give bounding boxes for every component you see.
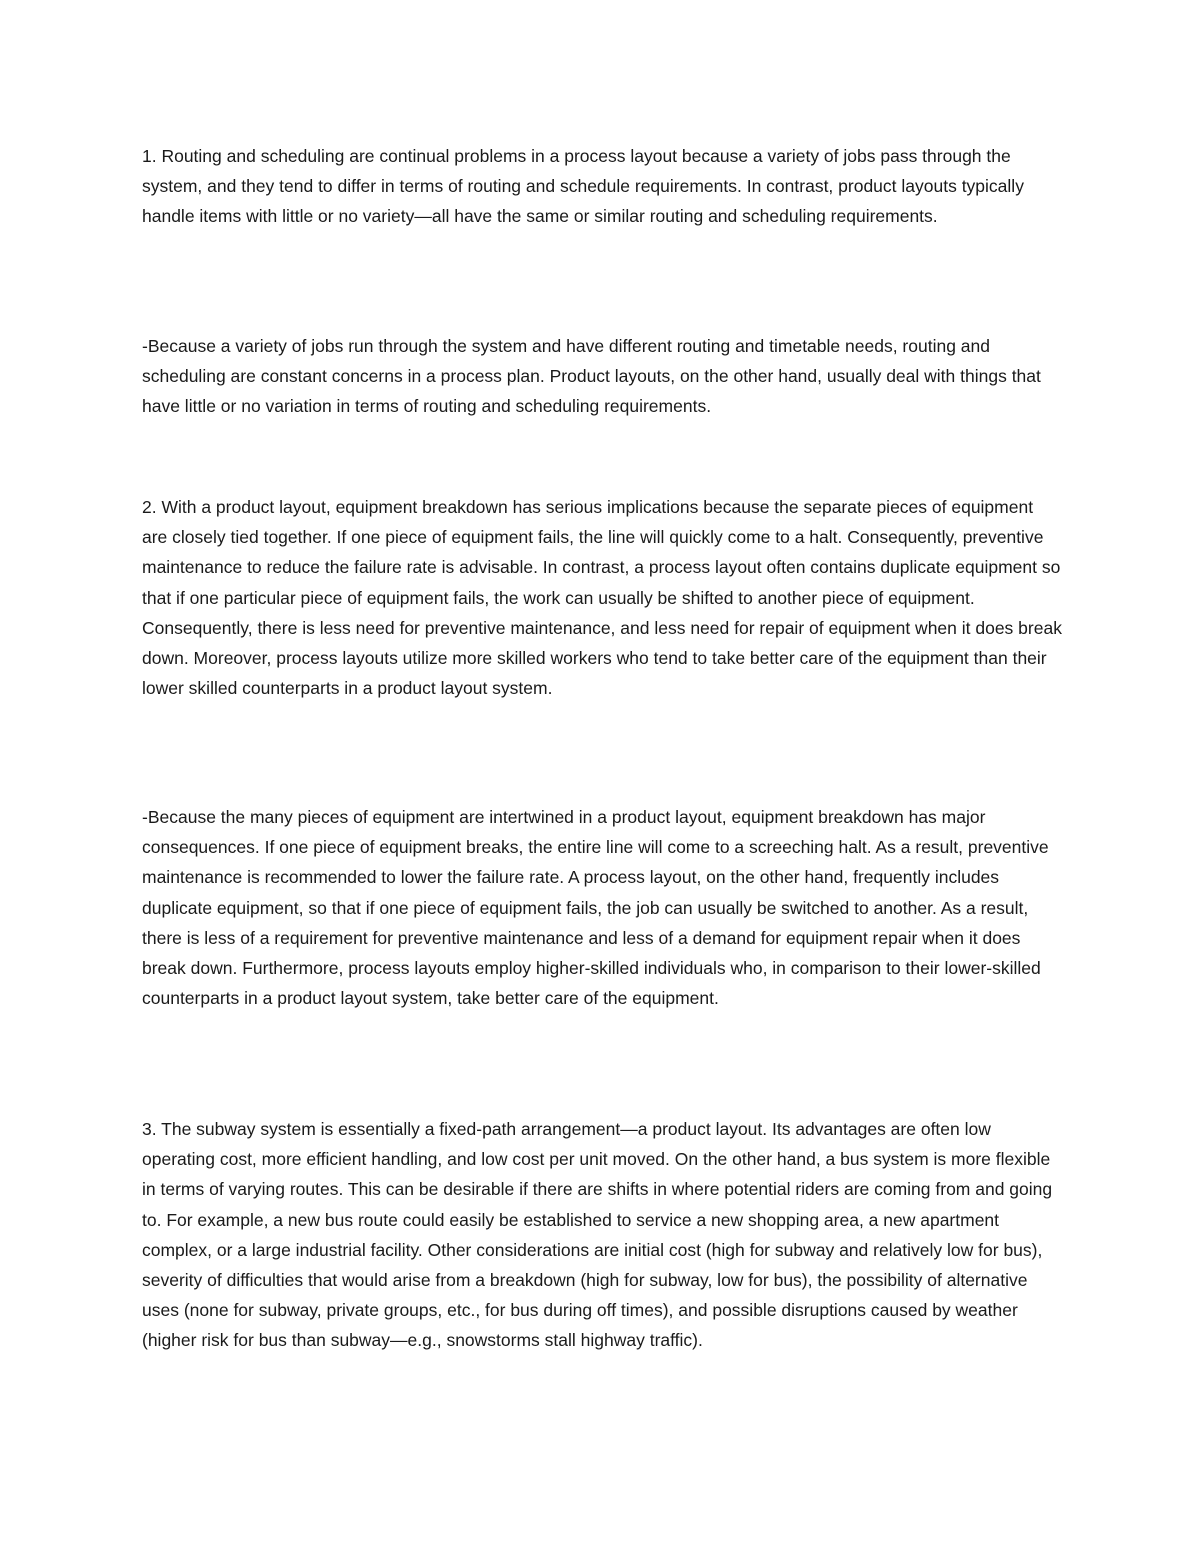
answer-2-paragraph: 2. With a product layout, equipment breakdown has serious implications because the separate pieces of equipment are closely tied together. If one piece of equipment fails, the line will quickly come to a halt. Consequently, preventive maintenance to reduce the failure rate is advisable. In contrast, a process layout often contains duplicate equipment so that if one particular piece of equipment fails, the work can usually be shifted to another piece of equipment. Consequently, there is less need for preventive maintenance, and less need for repair of equipment when it does break down. Moreover, process layouts utilize more skilled workers who tend to take better care of the equipment than their lower skilled counterparts in a product layout system. xyxy=(142,497,1062,699)
answer-1-paragraph: 1. Routing and scheduling are continual problems in a process layout because a variety of jobs pass through the system, and they tend to differ in terms of routing and schedule requirements. In contrast, product layouts typically handle items with little or no variety—all have the same or similar routing and scheduling requirements. xyxy=(142,146,1024,227)
answer-3-paragraph: 3. The subway system is essentially a fixed-path arrangement—a product layout. Its advantages are often low operating cost, more efficient handling, and low cost per unit moved. On the other hand, a bus system is more flexible in terms of varying routes. This can be desirable if there are shifts in where potential riders are coming from and going to. For example, a new bus route could easily be established to service a new shopping area, a new apartment complex, or a large industrial facility. Other considerations are initial cost (high for subway and relatively low for bus), severity of difficulties that would arise from a breakdown (high for subway, low for bus), the possibility of alternative uses (none for subway, private groups, etc., for bus during off times), and possible disruptions caused by weather (higher risk for bus than subway—e.g., snowstorms stall highway traffic). xyxy=(142,1119,1053,1351)
answer-1-paraphrase-paragraph: -Because a variety of jobs run through the system and have different routing and timetable needs, routing and scheduling are constant concerns in a process plan. Product layouts, on the other hand, usually deal with things that have little or no variation in terms of routing and scheduling requirements. xyxy=(142,336,1041,417)
answer-2-paraphrase-paragraph: -Because the many pieces of equipment are intertwined in a product layout, equipment breakdown has major consequences. If one piece of equipment breaks, the entire line will come to a screeching halt. As a result, preventive maintenance is recommended to lower the failure rate. A process layout, on the other hand, frequently includes duplicate equipment, so that if one piece of equipment fails, the job can usually be switched to another. As a result, there is less of a requirement for preventive maintenance and less of a demand for equipment repair when it does break down. Furthermore, process layouts employ higher-skilled individuals who, in comparison to their lower-skilled counterparts in a product layout system, take better care of the equipment. xyxy=(142,807,1049,1009)
